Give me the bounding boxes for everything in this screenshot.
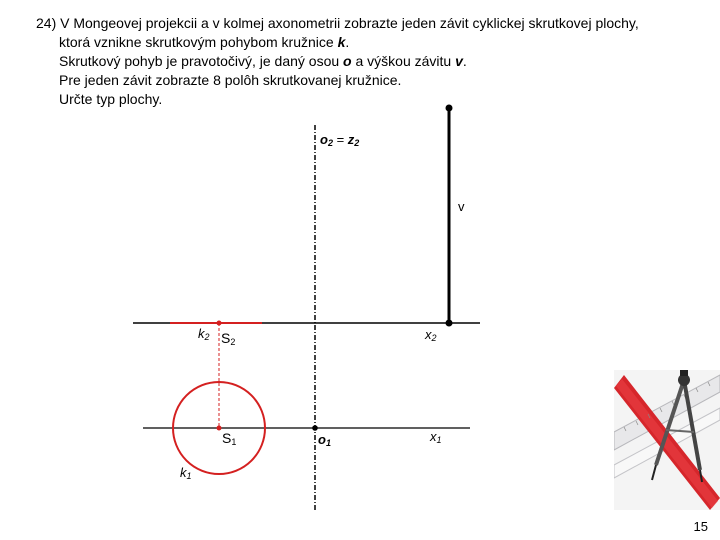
label-z2-sub: 2 [354,138,360,148]
label-o1-base: o [318,432,326,447]
label-s1-sub: 1 [231,437,237,447]
task-line-3-mid: a výškou závitu [351,53,456,69]
task-line-3-end: . [462,53,467,69]
point-v-top [446,105,453,112]
point-s2 [217,321,222,326]
label-s1-base: S [222,430,232,446]
label-k1-base: k [180,465,187,480]
task-line-2-end: . [345,34,350,50]
label-v: v [458,199,465,214]
label-x1 [430,430,442,445]
label-o2-eq: = [332,132,348,147]
label-s2-sub: 2 [230,337,236,347]
label-o2-z2 [320,133,359,148]
label-o2-base: o [320,132,328,147]
label-s2-base: S [221,330,231,346]
label-x1-sub: 1 [436,435,442,445]
task-line-3-text: Skrutkový pohyb je pravotočivý, je daný osou [59,53,344,69]
label-x2-base: x [425,327,432,342]
point-v-bottom [446,320,453,327]
label-o1-sub: 1 [325,438,331,448]
label-o1 [318,433,331,448]
label-x2-sub: 2 [431,333,437,343]
label-z2-base: z [347,132,355,147]
label-x1-base: x [430,429,437,444]
label-o2-sub: 2 [327,138,333,148]
task-line-1: 24) V Mongeovej projekcii a v kolmej axonometrii zobrazte jeden závit cyklickej skrutkovej plochy, [36,15,639,31]
task-line-2-text: ktorá vznikne skrutkovým pohybom kružnice [59,34,338,50]
task-line-4: Pre jeden závit zobrazte 8 polôh skrutkovanej kružnice. [59,72,402,88]
label-k2-sub: 2 [204,332,210,342]
page-number: 15 [693,519,708,534]
var-k: k [337,34,346,50]
drafting-tools-image [614,370,720,510]
label-k1 [180,466,192,481]
label-s2 [221,331,235,347]
var-v: v [455,53,463,69]
point-o1 [312,425,318,431]
label-k2 [198,327,210,342]
var-o: o [343,53,352,69]
point-s1 [217,426,222,431]
task-line-5: Určte typ plochy. [59,91,163,107]
label-k1-sub: 1 [186,471,192,481]
label-k2-base: k [198,326,205,341]
label-s1 [222,431,236,447]
label-x2 [425,328,437,343]
